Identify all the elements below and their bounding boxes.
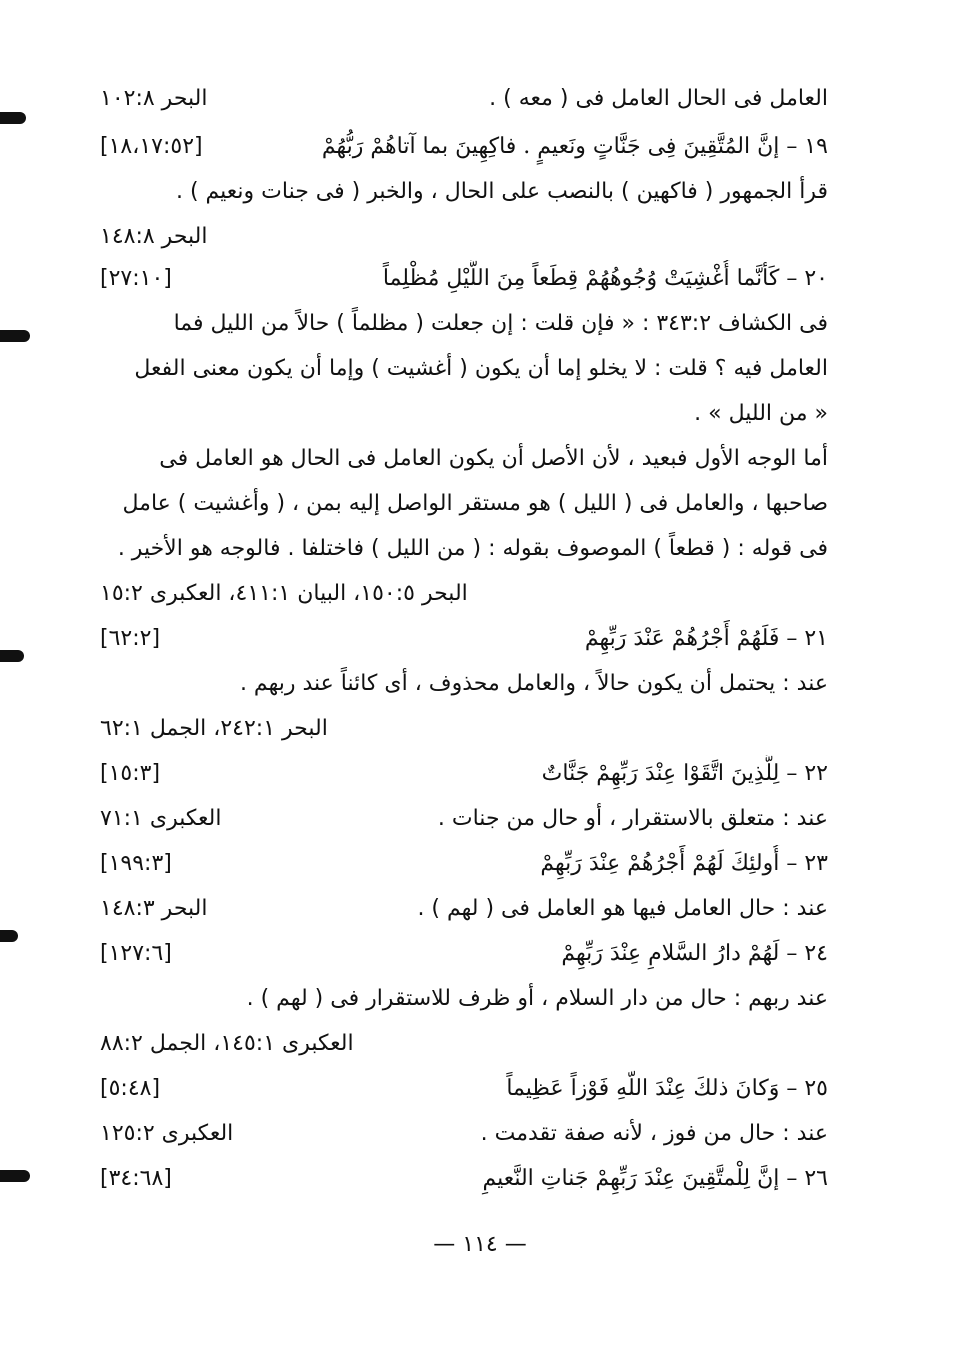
text-line [100, 1070, 828, 1108]
text-line [100, 1160, 828, 1198]
line-reference: البحر ١٥٠:٥، البيان ٤١١:١، العكبرى ١٥:٢ [100, 581, 468, 606]
line-reference: العكبرى ١٤٥:١، الجمل ٨٨:٢ [100, 1031, 354, 1056]
text-line [100, 665, 828, 703]
text-line [100, 260, 828, 298]
line-text: أما الوجه الأول فبعيد ، لأن الأصل أن يكون العامل فى الحال هو العامل فى [159, 446, 828, 471]
line-text: عند : يحتمل أن يكون حالاً ، والعامل محذوف ، أى كائناً عند ربهم . [239, 671, 828, 696]
line-text: عند : متعلق بالاستقرار ، أو حال من جنات . [437, 806, 828, 831]
scan-edge-mark [0, 1170, 30, 1182]
scan-edge-mark [0, 112, 26, 124]
line-reference: [٦٢:٢] [100, 626, 161, 651]
text-line [100, 845, 828, 883]
line-reference: العكبرى ٧١:١ [100, 806, 222, 831]
line-text: فى قوله : ( قطعاً ) الموصوف بقوله : ( من الليل ) فاختلفا . فالوجه هو الأخير . [117, 536, 828, 561]
line-reference: [٢٧:١٠] [100, 266, 172, 291]
line-text: العامل فيه ؟ قلت : لا يخلو إما أن يكون ( أغشيت ) وإما أن يكون معنى الفعل [134, 356, 828, 381]
text-line [100, 395, 828, 433]
line-reference: البحر ٢٤٢:١، الجمل ٦٢:١ [100, 716, 328, 741]
text-line [100, 890, 828, 928]
line-text: قرأ الجمهور ( فاكهين ) بالنصب على الحال ، والخبر ( فى جنات ونعيم ) . [175, 179, 828, 204]
line-text: عند : حال العامل فيها هو العامل فى ( لهم ) . [417, 896, 828, 921]
text-line [100, 485, 828, 523]
line-text: عند : حال من فوز ، لأنه صفة تقدمت . [480, 1121, 828, 1146]
text-line [100, 440, 828, 478]
line-text: ٢٢ – لِلَّذِينَ اتَّقَوْا عِنْدَ رَبِّهِمْ جَنَّاتٌ [541, 761, 828, 786]
text-line [100, 980, 828, 1018]
line-reference: العكبرى ١٢٥:٢ [100, 1121, 234, 1146]
line-text: فى الكشاف ٣٤٣:٢ : « فإن قلت : إن جعلت ( مظلماً ) حالاً من الليل فما [173, 311, 828, 336]
page-number: — ١١٤ — [433, 1232, 527, 1257]
text-line [100, 620, 828, 658]
line-reference: [١٩٩:٣] [100, 851, 172, 876]
text-line [100, 800, 828, 838]
text-line [100, 1025, 828, 1063]
line-text: صاحبها ، والعامل فى ( الليل ) هو مستقر الواصل إليه بمن ، ( وأغشيت ) عامل [122, 491, 828, 516]
scan-edge-mark [0, 330, 30, 342]
text-line [100, 128, 828, 166]
text-line [100, 173, 828, 211]
text-line [100, 218, 828, 256]
line-reference: [٣٤:٦٨] [100, 1166, 172, 1191]
scan-edge-mark [0, 650, 24, 662]
line-reference: البحر ١٤٨:٨ [100, 224, 208, 249]
text-line [100, 80, 828, 118]
scan-edge-mark [0, 930, 18, 942]
text-line [100, 755, 828, 793]
text-line [100, 935, 828, 973]
text-line [100, 530, 828, 568]
line-reference: [٥:٤٨] [100, 1076, 161, 1101]
text-line [100, 350, 828, 388]
line-text: « من الليل » . [694, 401, 828, 426]
line-reference: [١٥:٣] [100, 761, 161, 786]
line-text: ٢١ – فَلَهُمْ أَجْرُهُمْ عَنْدَ رَبِّهِمْ [584, 626, 828, 651]
line-reference: البحر ١٠٢:٨ [100, 86, 208, 111]
line-text: ٢٤ – لَهُمْ دارُ السَّلامِ عِنْدَ رَبِّهِمْ [561, 941, 828, 966]
line-reference: [١٨،١٧:٥٢] [100, 134, 203, 159]
line-text: ٢٥ – وَكانَ ذلكَ عِنْدَ اللّهِ فَوْزاً عَظِيماً [506, 1076, 828, 1101]
line-text: ٢٠ – كَأنَّما أُغْشِيَتْ وُجُوهُهُمْ قِطَعاً مِنَ اللَّيْلِ مُظْلِماً [382, 266, 828, 291]
text-line [100, 305, 828, 343]
line-text: ١٩ – إنَّ المُتَّقِينَ فِى جَنَّاتٍ ونَعيمٍ . فاكِهِينَ بما آتاهُمْ رَبُّهُمْ [321, 134, 828, 159]
line-text: العامل فى الحال العامل فى ( معه ) . [489, 86, 828, 111]
line-text: ٢٣ – أُولئِكَ لَهُمْ أَجْرُهُمْ عِنْدَ رَبِّهِمْ [540, 851, 828, 876]
text-line [100, 710, 828, 748]
text-line [100, 575, 828, 613]
line-text: عند ربهم : حال من دار السلام ، أو ظرف للاستقرار فى ( لهم ) . [246, 986, 828, 1011]
line-reference: [١٢٧:٦] [100, 941, 172, 966]
text-line [100, 1115, 828, 1153]
line-reference: البحر ١٤٨:٣ [100, 896, 208, 921]
line-text: ٢٦ – إنَّ لِلْمتَّقِينَ عِنْدَ رَبِّهِمْ جَناتِ النَّعيمِ [482, 1166, 828, 1191]
